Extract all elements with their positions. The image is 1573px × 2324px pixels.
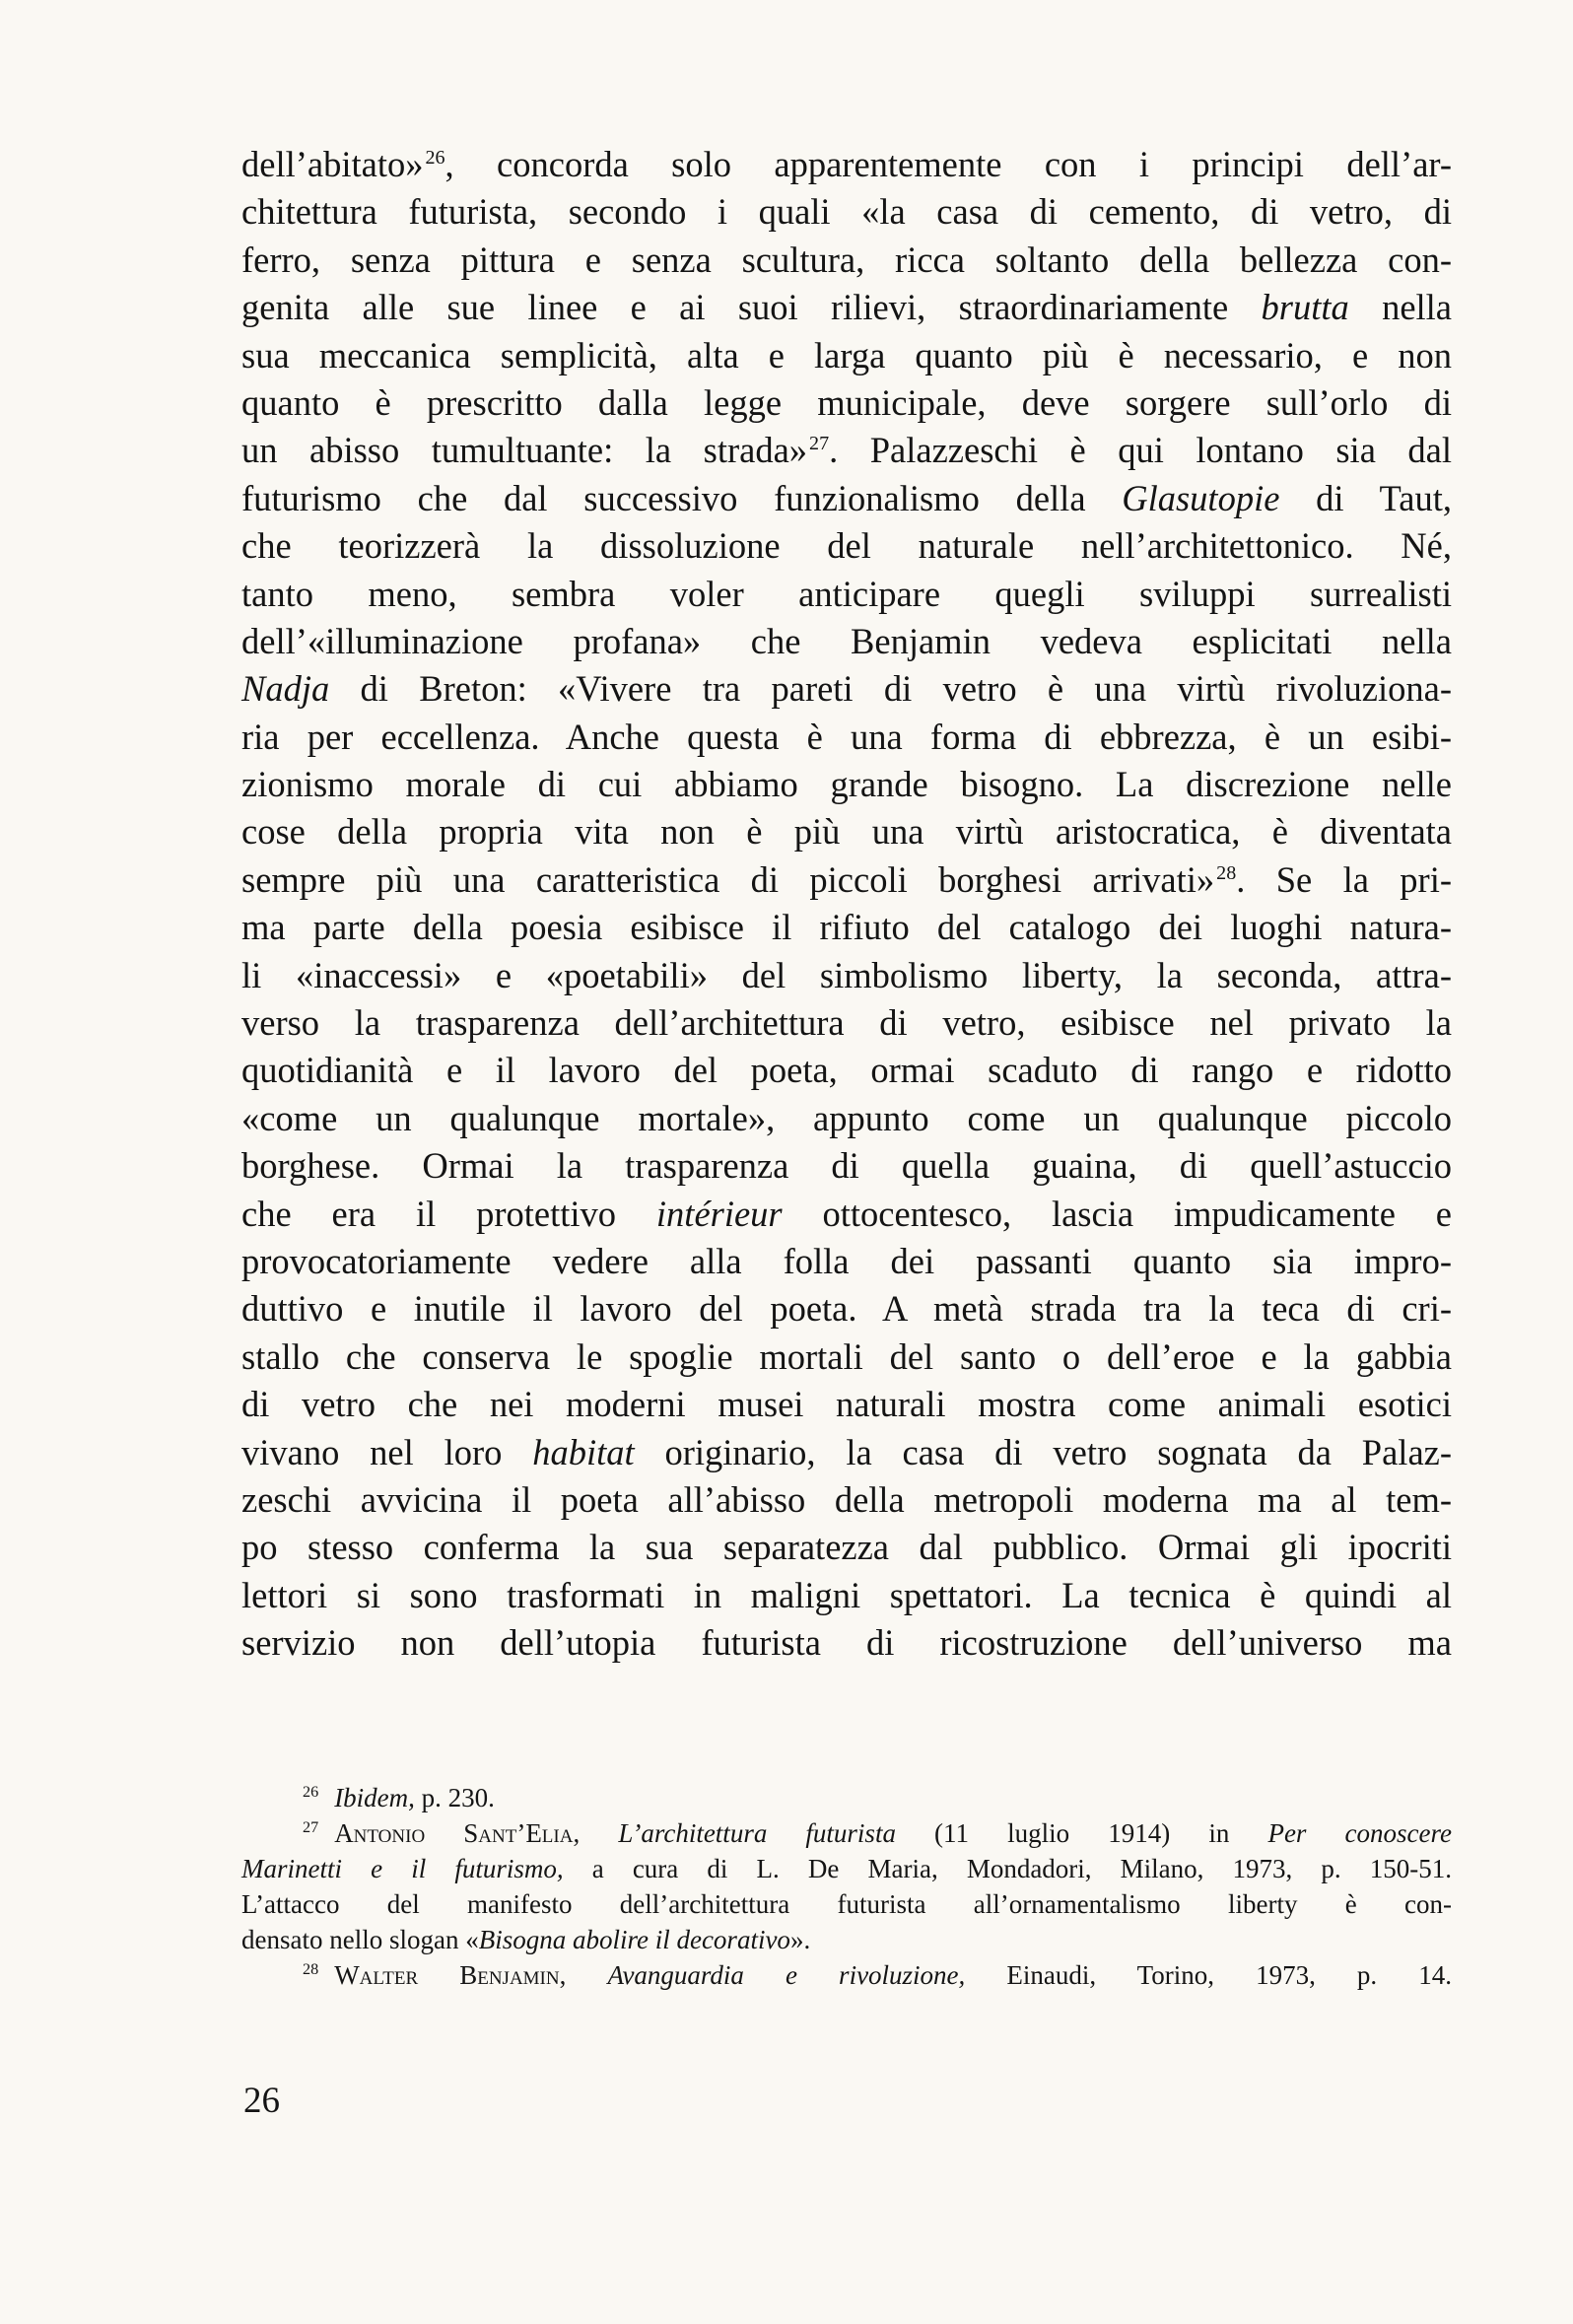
text-run: , concorda solo apparentemente con i principi dell’ar- <box>445 144 1452 184</box>
footnote-line <box>241 1886 1452 1922</box>
footnote-line <box>241 1957 1452 1993</box>
text-run: quotidianità e il lavoro del poeta, ormai scaduto di rango e ridotto <box>241 1050 1452 1091</box>
italic-text: habitat <box>532 1431 635 1472</box>
italic-text: Nadja <box>241 668 330 710</box>
text-run: provocatoriamente vedere alla folla dei passanti quanto sia impro- <box>241 1240 1452 1281</box>
footnote-line <box>241 1851 1452 1886</box>
body-line <box>241 1572 1452 1619</box>
text-run: zionismo morale di cui abbiamo grande bisogno. La discrezione nelle <box>241 764 1452 805</box>
text-run: vivano nel loro <box>241 1431 533 1472</box>
text-run: di Breton: «Vivere tra pareti di vetro è una virtù rivoluziona- <box>329 668 1452 710</box>
text-run: . Se la pri- <box>1236 858 1452 900</box>
body-line <box>241 1142 1452 1190</box>
italic-text: Glasutopie <box>1122 477 1280 518</box>
text-run: ». <box>789 1925 811 1954</box>
body-line <box>241 904 1452 951</box>
body-line <box>241 379 1452 427</box>
footnote-number: 28 <box>303 1960 319 1978</box>
footnote-line <box>241 1815 1452 1851</box>
text-run: tanto meno, sembra voler anticipare quegli sviluppi surrealisti <box>241 573 1452 614</box>
italic-text: Marinetti e il futurismo, <box>241 1854 564 1883</box>
body-line <box>241 475 1452 522</box>
text-run: Einaudi, Torino, 1973, p. 14. <box>965 1960 1452 1990</box>
text-run: p. 230. <box>414 1783 495 1812</box>
body-line <box>241 284 1452 331</box>
body-line <box>241 1429 1452 1476</box>
italic-text: intérieur <box>655 1193 783 1234</box>
body-line <box>241 188 1452 236</box>
body-line <box>241 999 1452 1047</box>
italic-text: L’architettura futurista <box>618 1818 896 1848</box>
text-run: a cura di L. De Maria, Mondadori, Milano, 1973, p. 150-51. <box>563 1854 1453 1883</box>
text-run: ma parte della poesia esibisce il rifiuto del catalogo dei luoghi natura- <box>241 907 1452 948</box>
body-line <box>241 761 1452 808</box>
italic-text: Ibidem, <box>334 1783 415 1812</box>
text-run: futurismo che dal successivo funzionalismo della <box>241 477 1123 518</box>
text-run: . Palazzeschi è qui lontano sia dal <box>829 430 1452 471</box>
text-run: verso la trasparenza dell’architettura di vetro, esibisce nel privato la <box>241 1002 1452 1044</box>
text-run: che era il protettivo <box>241 1193 656 1234</box>
text-run: genita alle sue linee e ai suoi rilievi, straordinariamente <box>241 287 1262 328</box>
body-line <box>241 1047 1452 1094</box>
footnote-reference: 26 <box>425 146 445 169</box>
italic-text: Bisogna abolire il decorativo <box>478 1925 790 1954</box>
text-run: chitettura futurista, secondo i quali «la casa di cemento, di vetro, di <box>241 191 1452 233</box>
body-line <box>241 141 1452 188</box>
body-line <box>241 714 1452 761</box>
text-run: un abisso tumultuante: la strada» <box>241 430 808 471</box>
body-line <box>241 1476 1452 1524</box>
text-run: cose della propria vita non è più una virtù aristocratica, è diventata <box>241 811 1452 853</box>
body-line <box>241 1285 1452 1333</box>
text-run: po stesso conferma la sua separatezza dal pubblico. Ormai gli ipocriti <box>241 1527 1452 1568</box>
body-line <box>241 856 1452 904</box>
text-run: duttivo e inutile il lavoro del poeta. A metà strada tra la teca di cri- <box>241 1288 1452 1330</box>
body-line <box>241 1381 1452 1428</box>
text-run: lettori si sono trasformati in maligni spettatori. La tecnica è quindi al <box>241 1574 1452 1615</box>
footnote-line <box>241 1922 1452 1957</box>
body-line <box>241 665 1452 713</box>
text-run: (11 luglio 1914) in <box>895 1818 1268 1848</box>
page-number: 26 <box>243 2081 280 2121</box>
body-line <box>241 952 1452 999</box>
text-run: , <box>559 1960 608 1990</box>
text-run: , <box>573 1818 619 1848</box>
body-line <box>241 1095 1452 1142</box>
text-run: che teorizzerà la dissoluzione del naturale nell’architettonico. Né, <box>241 525 1452 567</box>
text-run: servizio non dell’utopia futurista di ricostruzione dell’universo ma <box>241 1622 1452 1664</box>
text-run: borghese. Ormai la trasparenza di quella guaina, di quell’astuccio <box>241 1145 1452 1187</box>
text-run: ferro, senza pittura e senza scultura, ricca soltanto della bellezza con- <box>241 239 1452 280</box>
text-run: densato nello slogan « <box>241 1925 479 1954</box>
italic-text: Avanguardia e rivoluzione, <box>607 1960 966 1990</box>
text-run: di Taut, <box>1279 477 1452 518</box>
body-line <box>241 332 1452 379</box>
text-run: di vetro che nei moderni musei naturali mostra come animali esotici <box>241 1384 1452 1425</box>
italic-text: brutta <box>1261 287 1349 328</box>
body-line <box>241 618 1452 665</box>
text-run: L’attacco del manifesto dell’architettura futurista all’ornamentalismo liberty è con- <box>241 1889 1452 1919</box>
italic-text: Per conoscere <box>1267 1818 1452 1848</box>
text-run: ottocentesco, lascia impudicamente e <box>782 1193 1452 1234</box>
text-run: zeschi avvicina il poeta all’abisso della metropoli moderna ma al tem- <box>241 1478 1452 1520</box>
body-line <box>241 571 1452 618</box>
text-run: nella <box>1348 287 1453 328</box>
body-line <box>241 522 1452 570</box>
text-run: sua meccanica semplicità, alta e larga quanto più è necessario, e non <box>241 334 1452 376</box>
footnote-number: 26 <box>303 1783 319 1801</box>
author-name: Walter Benjamin <box>334 1960 560 1990</box>
text-run: quanto è prescritto dalla legge municipale, deve sorgere sull’orlo di <box>241 381 1452 423</box>
body-line <box>241 808 1452 855</box>
body-line <box>241 427 1452 474</box>
body-line <box>241 1238 1452 1285</box>
footnote-line <box>241 1780 1452 1815</box>
text-run: ria per eccellenza. Anche questa è una forma di ebbrezza, è un esibi- <box>241 716 1452 757</box>
text-run: «come un qualunque mortale», appunto come un qualunque piccolo <box>241 1097 1452 1138</box>
body-text <box>241 141 1452 1668</box>
text-run: originario, la casa di vetro sognata da Palaz- <box>634 1431 1452 1472</box>
author-name: Antonio Sant’Elia <box>334 1818 574 1848</box>
body-line <box>241 237 1452 284</box>
body-line <box>241 1619 1452 1667</box>
footnote-number: 27 <box>303 1818 319 1836</box>
text-run: sempre più una caratteristica di piccoli borghesi arrivati» <box>241 858 1215 900</box>
text-run: dell’abitato» <box>241 144 424 184</box>
text-run: dell’«illuminazione profana» che Benjamin vedeva esplicitati nella <box>241 620 1452 661</box>
text-run: stallo che conserva le spoglie mortali del santo o dell’eroe e la gabbia <box>241 1335 1452 1377</box>
body-line <box>241 1524 1452 1571</box>
body-line <box>241 1191 1452 1238</box>
footnote-reference: 28 <box>1216 861 1237 884</box>
footnote-reference: 27 <box>809 433 830 455</box>
text-run: li «inaccessi» e «poetabili» del simbolismo liberty, la seconda, attra- <box>241 954 1452 995</box>
footnotes <box>241 1780 1452 1993</box>
body-line <box>241 1333 1452 1381</box>
